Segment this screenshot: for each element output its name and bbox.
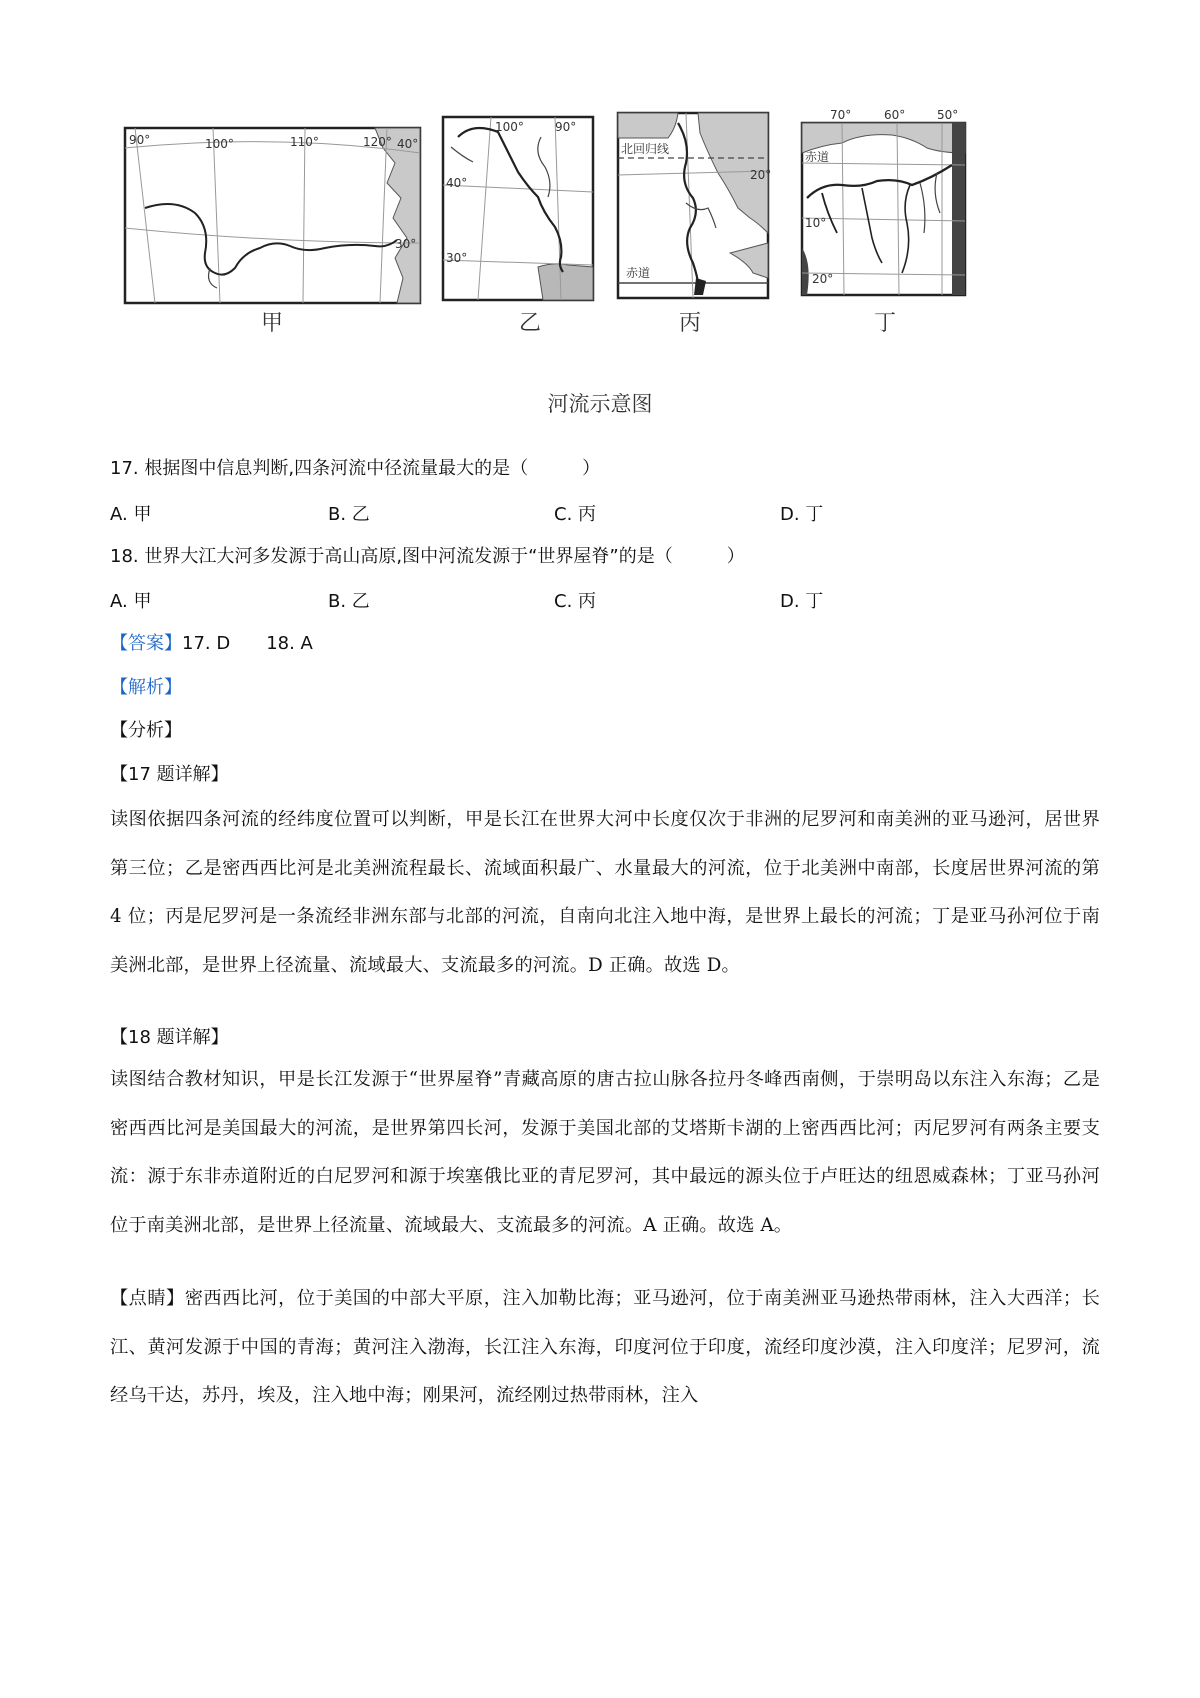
map-ding-tick-2: 50°	[937, 108, 959, 122]
dianjing-tag: 【点睛】	[110, 1288, 185, 1309]
map-bing-tick-0: 北回归线	[621, 142, 670, 156]
map-jia-label: 甲	[260, 311, 283, 336]
answer-tag: 【答案】	[110, 633, 182, 654]
map-yi-tick-0: 100°	[495, 120, 524, 134]
map-jia-tick-0: 90°	[129, 133, 151, 147]
q18-option-a: A. 甲	[110, 591, 152, 612]
d17-text: 读图依据四条河流的经纬度位置可以判断，甲是长江在世界大河中长度仅次于非洲的尼罗河和南美洲的亚马逊河，居世界第三位；乙是密西西比河是北美洲流程最长、流域面积最广、水量最大的河流，位于北美洲中南部，长度居世界河流的第 4 位；丙是尼罗河是一条流经非洲东部与北部的河流，自南向北注入地中海，是世界上最长的河流；丁是亚马孙河位于南美洲北部，是世界上径流量、流域最大、支流最多的河流。D 正确。故选 D。	[110, 809, 1100, 976]
fenxi-tag: 【分析】	[110, 720, 182, 741]
map-ding	[802, 108, 965, 295]
map-yi-label: 乙	[518, 311, 541, 336]
figure-caption: 河流示意图	[547, 392, 653, 416]
q18-option-c: C. 丙	[554, 591, 597, 612]
map-ding-tick-5: 20°	[812, 272, 834, 286]
map-ding-label: 丁	[873, 311, 896, 336]
q17-option-d: D. 丁	[780, 504, 824, 525]
map-ding-tick-1: 60°	[884, 108, 906, 122]
q17-stem: 17. 根据图中信息判断,四条河流中径流量最大的是（ ）	[110, 458, 601, 479]
map-yi-tick-3: 30°	[446, 251, 468, 265]
map-jia	[125, 128, 420, 303]
map-jia-tick-5: 30°	[395, 237, 417, 251]
map-jia-tick-1: 100°	[205, 137, 234, 151]
map-yi	[443, 117, 593, 300]
q17-options	[110, 500, 1110, 526]
q17-option-a: A. 甲	[110, 504, 152, 525]
q18-options	[110, 587, 1110, 613]
q17-option-c: C. 丙	[554, 504, 597, 525]
q18-option-b: B. 乙	[328, 591, 370, 612]
dianjing-text: 密西西比河，位于美国的中部大平原，注入加勒比海；亚马逊河，位于南美洲亚马逊热带雨林，注入大西洋；长江、黄河发源于中国的青海；黄河注入渤海，长江注入东海，印度河位于印度，流经印度沙漠，注入印度洋；尼罗河，流经乌干达，苏丹，埃及，注入地中海；刚果河，流经刚过热带雨林，注入	[110, 1288, 1100, 1406]
map-bing-tick-1: 20°	[750, 168, 772, 182]
map-ding-tick-4: 10°	[805, 216, 827, 230]
map-bing	[618, 113, 772, 298]
map-ding-tick-3: 赤道	[805, 150, 830, 164]
d18-title: 【18 题详解】	[110, 1027, 229, 1048]
map-yi-tick-1: 90°	[555, 120, 577, 134]
map-bing-tick-2: 赤道	[626, 266, 651, 280]
map-jia-tick-3: 120°	[363, 135, 392, 149]
d18-text: 读图结合教材知识，甲是长江发源于“世界屋脊”青藏高原的唐古拉山脉各拉丹冬峰西南侧，于崇明岛以东注入东海；乙是密西西比河是美国最大的河流，是世界第四长河，发源于美国北部的艾塔斯卡湖的上密西西比河；丙尼罗河有两条主要支流：源于东非赤道附近的白尼罗河和源于埃塞俄比亚的青尼罗河，其中最远的源头位于卢旺达的纽恩威森林；丁亚马孙河位于南美洲北部，是世界上径流量、流域最大、支流最多的河流。A 正确。故选 A。	[110, 1069, 1100, 1236]
analysis-tag: 【解析】	[110, 677, 182, 698]
answer-line	[110, 631, 313, 657]
d17-title: 【17 题详解】	[110, 764, 229, 785]
q18-option-d: D. 丁	[780, 591, 824, 612]
q17-option-b: B. 乙	[328, 504, 370, 525]
map-ding-tick-0: 70°	[830, 108, 852, 122]
map-jia-tick-4: 40°	[397, 137, 419, 151]
map-bing-label: 丙	[678, 311, 701, 336]
dianjing-paragraph	[110, 1275, 1100, 1421]
map-jia-tick-2: 110°	[290, 135, 319, 149]
map-yi-tick-2: 40°	[446, 176, 468, 190]
river-figure	[0, 0, 1200, 440]
q18-stem: 18. 世界大江大河多发源于高山高原,图中河流发源于“世界屋脊”的是（ ）	[110, 546, 745, 567]
answer-text: 17. D 18. A	[182, 633, 313, 654]
